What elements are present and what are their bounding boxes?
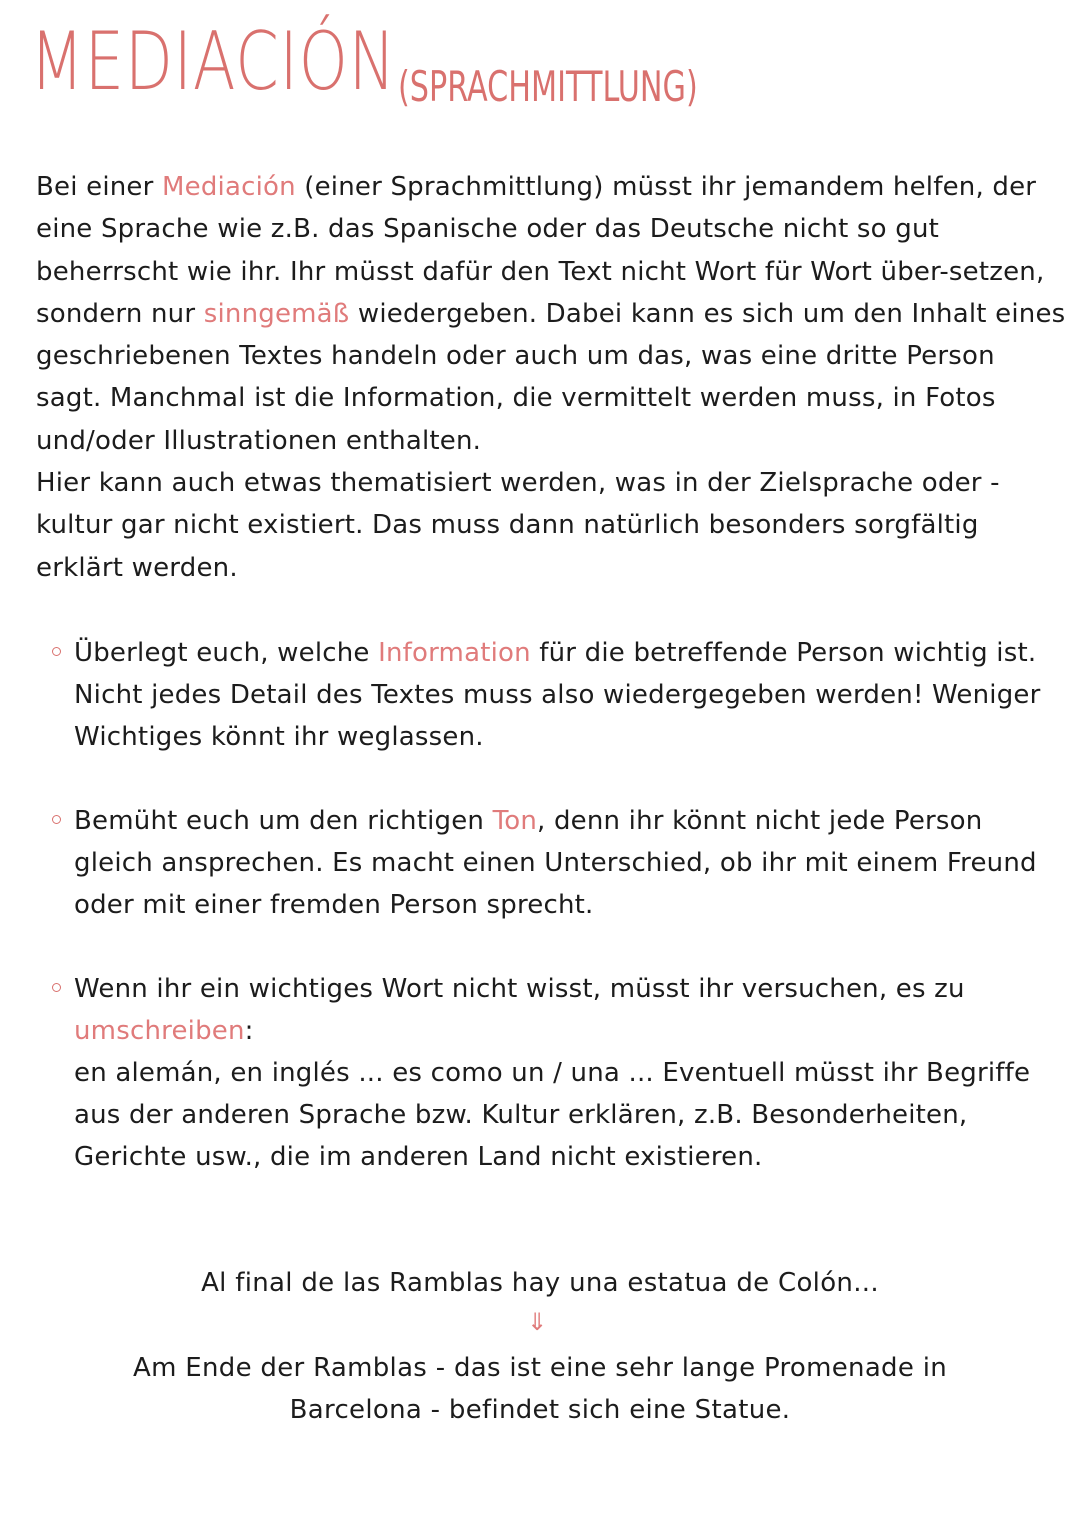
example-spanish: Al final de las Ramblas hay una estatua de Colón... [201, 1268, 879, 1298]
intro-paragraph-2: Hier kann auch etwas thematisiert werden, was in der Zielsprache oder -kultur gar nicht existiert. Das muss dann natürlich besonders sorgfältig erklärt werden. [36, 468, 1000, 583]
intro-paragraph-1 [36, 166, 1066, 462]
example-german-line-1: Am Ende der Ramblas - das ist eine sehr lange Promenade in [132, 1353, 948, 1383]
intro-text [36, 166, 1066, 589]
intro-text-segment: (einer Sprachmittlung) müsst ihr jemandem helfen, der eine Sprache wie z.B. das Spanische oder das Deutsche nicht so gut beherrscht wie ihr. Ihr müsst dafür den Text nicht Wort für Wort über-setzen, sondern nur [36, 172, 1045, 329]
bullet-extra-text: en alemán, en inglés ... es como un / una ... Eventuell müsst ihr Begriffe aus der anderen Sprache bzw. Kultur erklären, z.B. Besonderheiten, Gerichte usw., die im anderen Land nicht existieren. [74, 1058, 1031, 1172]
bullet-dot-icon [52, 647, 61, 656]
bullet-text-segment: für die betreffende Person wichtig ist. Nicht jedes Detail des Textes muss also wiedergegeben werden! Weniger Wichtiges könnt ihr weglassen. [74, 638, 1041, 752]
page-subtitle: (SPRACHMITTLUNG) [398, 62, 698, 111]
bullet-dot-icon [52, 815, 61, 824]
highlight-mediacion: Mediación [161, 172, 296, 202]
intro-text-segment: wiedergeben. Dabei kann es sich um den Inhalt eines geschriebenen Textes handeln oder auch um das, was eine dritte Person sagt. Manchmal ist die Information, die vermittelt werden muss, in Fotos und/oder Illustrationen enthalten. [36, 298, 1066, 456]
bullet-text [74, 968, 1064, 1052]
bullet-text-segment: Bemüht euch um den richtigen [74, 806, 493, 836]
highlight-sinngemaess: sinngemäß [203, 298, 350, 329]
bullet-text [74, 800, 1064, 926]
bullet-text-segment: , denn ihr könnt nicht jede Person gleich ansprechen. Es macht einen Unterschied, ob ihr mit einem Freund oder mit einer fremden Person sprecht. [74, 806, 1037, 920]
bullet-item-umschreiben [74, 968, 1064, 1178]
bullet-dot-icon [52, 983, 61, 992]
page-title: MEDIACIÓN [30, 15, 397, 108]
bullet-text [74, 632, 1064, 758]
example-german-line-2: Barcelona - befindet sich eine Statue. [289, 1395, 791, 1425]
bullet-item-ton [74, 800, 1064, 926]
intro-text-segment: Bei einer [36, 172, 162, 202]
arrow-down-icon: ⇓ [527, 1308, 548, 1336]
bullet-text-segment: Wenn ihr ein wichtiges Wort nicht wisst, müsst ihr versuchen, es zu [74, 974, 965, 1004]
highlight-umschreiben: umschreiben [74, 1016, 245, 1046]
bullet-text-segment: Überlegt euch, welche [74, 638, 379, 668]
highlight-ton: Ton [492, 806, 538, 836]
highlight-information: Information [378, 638, 531, 668]
bullet-text-segment: : [244, 1016, 254, 1046]
bullet-item-information [74, 632, 1064, 758]
